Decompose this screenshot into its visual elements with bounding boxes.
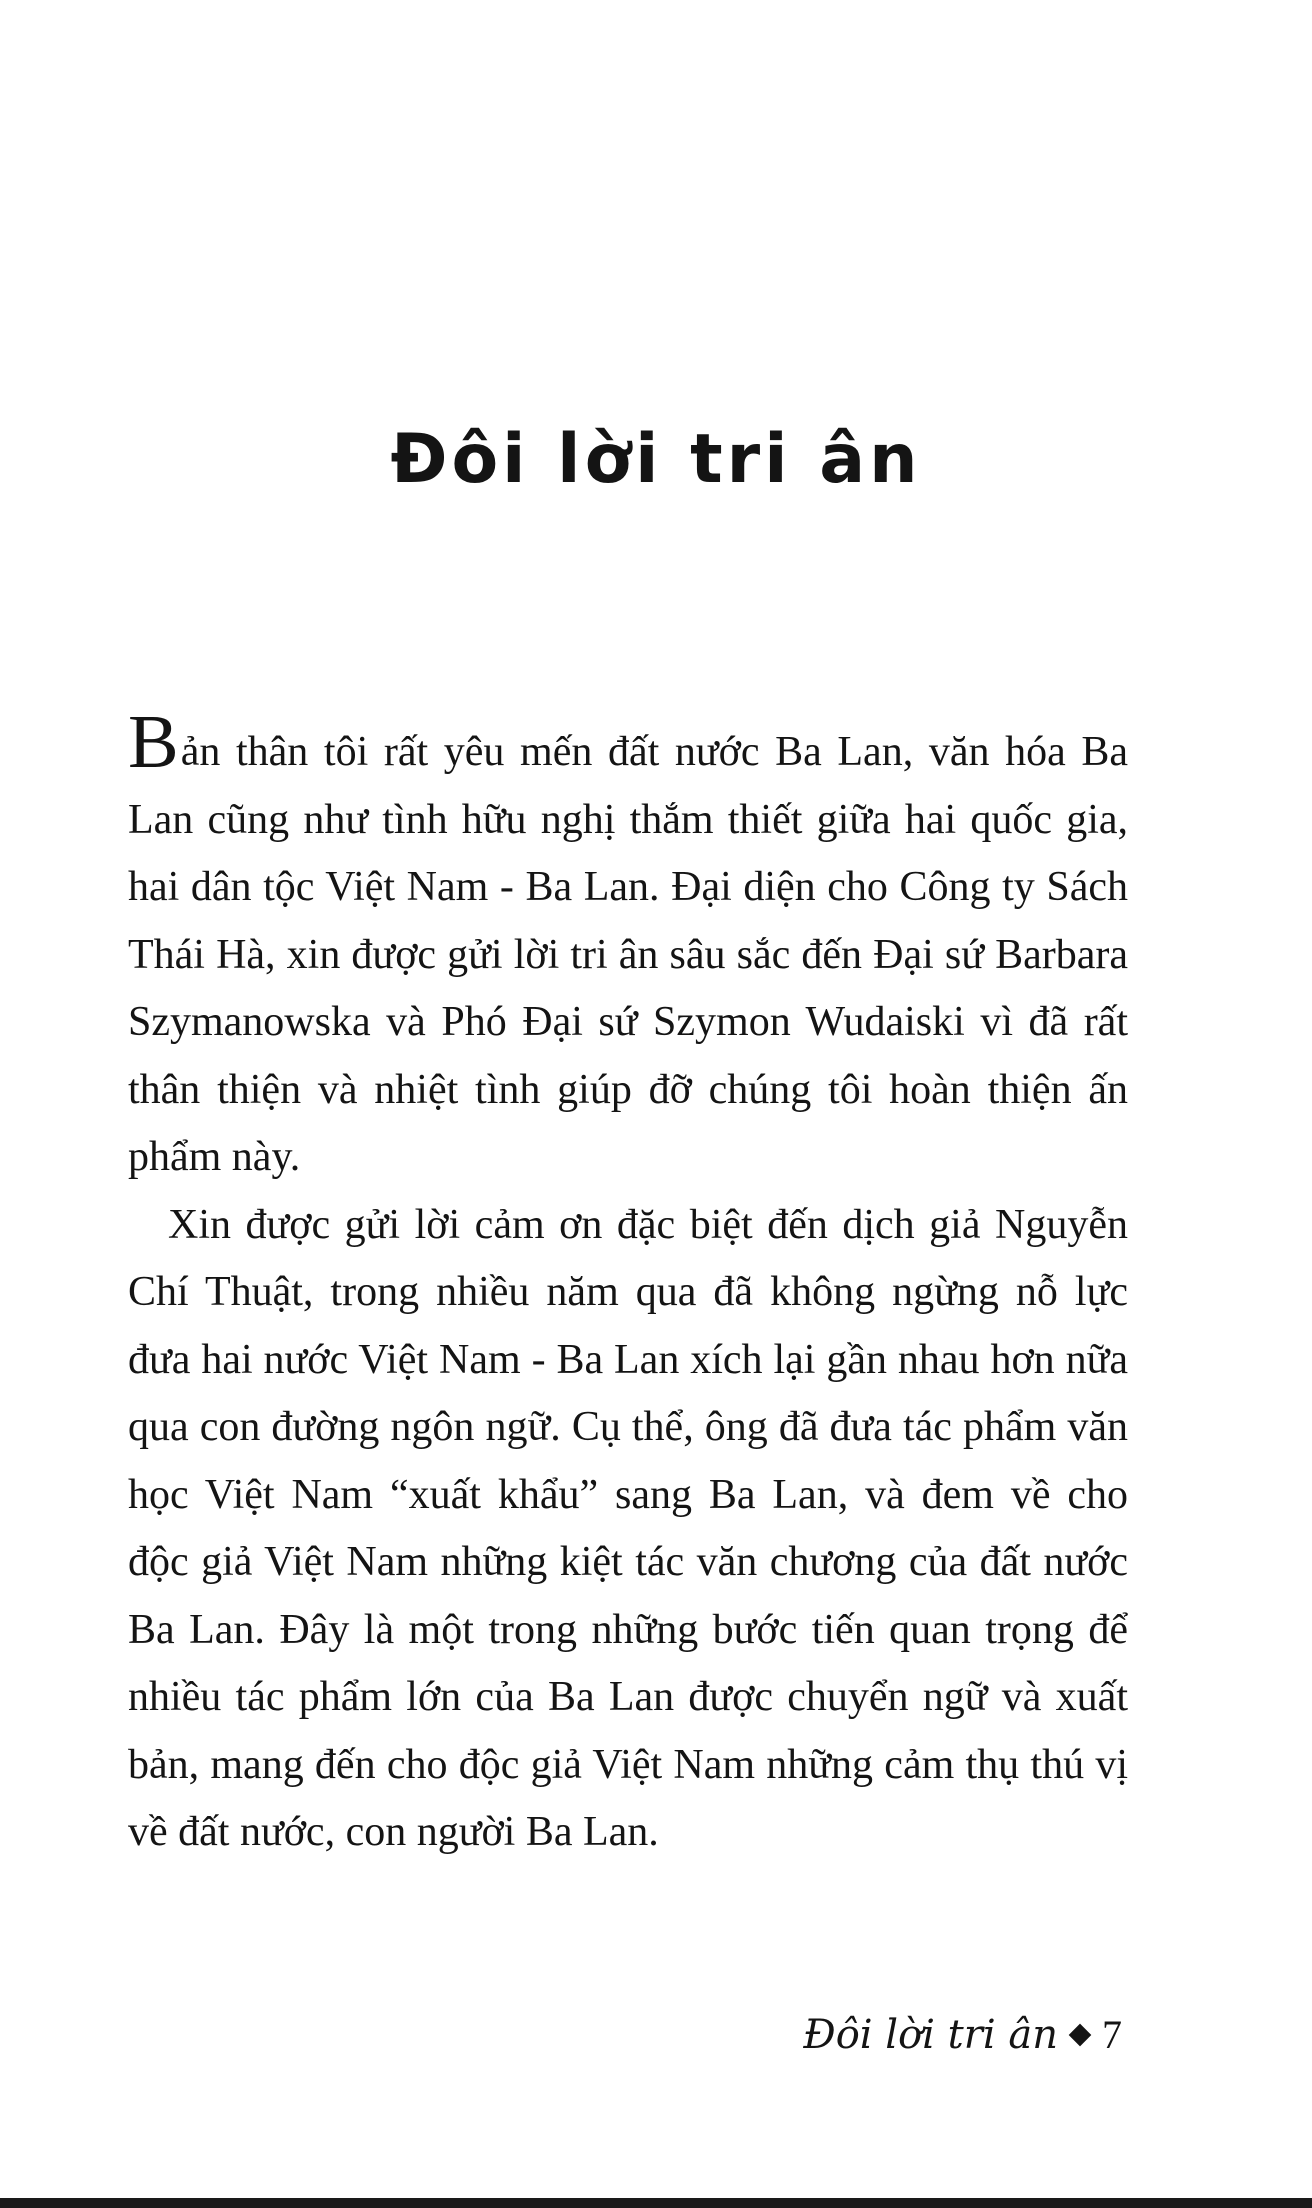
paragraph-2: Xin được gửi lời cảm ơn đặc biệt đến dịch giả Nguyễn Chí Thuật, trong nhiều năm qua đã không ngừng nỗ lực đưa hai nước Việt Nam - Ba Lan xích lại gần nhau hơn nữa qua con đường ngôn ngữ. Cụ thể, ông đã đưa tác phẩm văn học Việt Nam “xuất khẩu” sang Ba Lan, và đem về cho độc giả Việt Nam những kiệt tác văn chương của đất nước Ba Lan. Đây là một trong những bước tiến quan trọng để nhiều tác phẩm lớn của Ba Lan được chuyển ngữ và xuất bản, mang đến cho độc giả Việt Nam những cảm thụ thú vị về đất nước, con người Ba Lan.	[128, 1201, 1128, 1855]
page-title: Đôi lời tri ân	[390, 420, 922, 499]
page-number: 7	[1102, 2012, 1122, 2057]
paragraph-1	[128, 700, 1128, 1192]
page-footer	[803, 2010, 1122, 2060]
diamond-icon	[1069, 2024, 1092, 2047]
bottom-edge-rule	[0, 2198, 1312, 2208]
running-title: Đôi lời tri ân	[803, 2012, 1058, 2058]
drop-cap: B	[128, 700, 179, 784]
paragraph-1-text: ản thân tôi rất yêu mến đất nước Ba Lan, văn hóa Ba Lan cũng như tình hữu nghị thắm thiết giữa hai quốc gia, hai dân tộc Việt Nam - Ba Lan. Đại diện cho Công ty Sách Thái Hà, xin được gửi lời tri ân sâu sắc đến Đại sứ Barbara Szymanowska và Phó Đại sứ Szymon Wudaiski vì đã rất thân thiện và nhiệt tình giúp đỡ chúng tôi hoàn thiện ấn phẩm này.	[128, 729, 1128, 1180]
body-text	[128, 700, 1128, 1867]
